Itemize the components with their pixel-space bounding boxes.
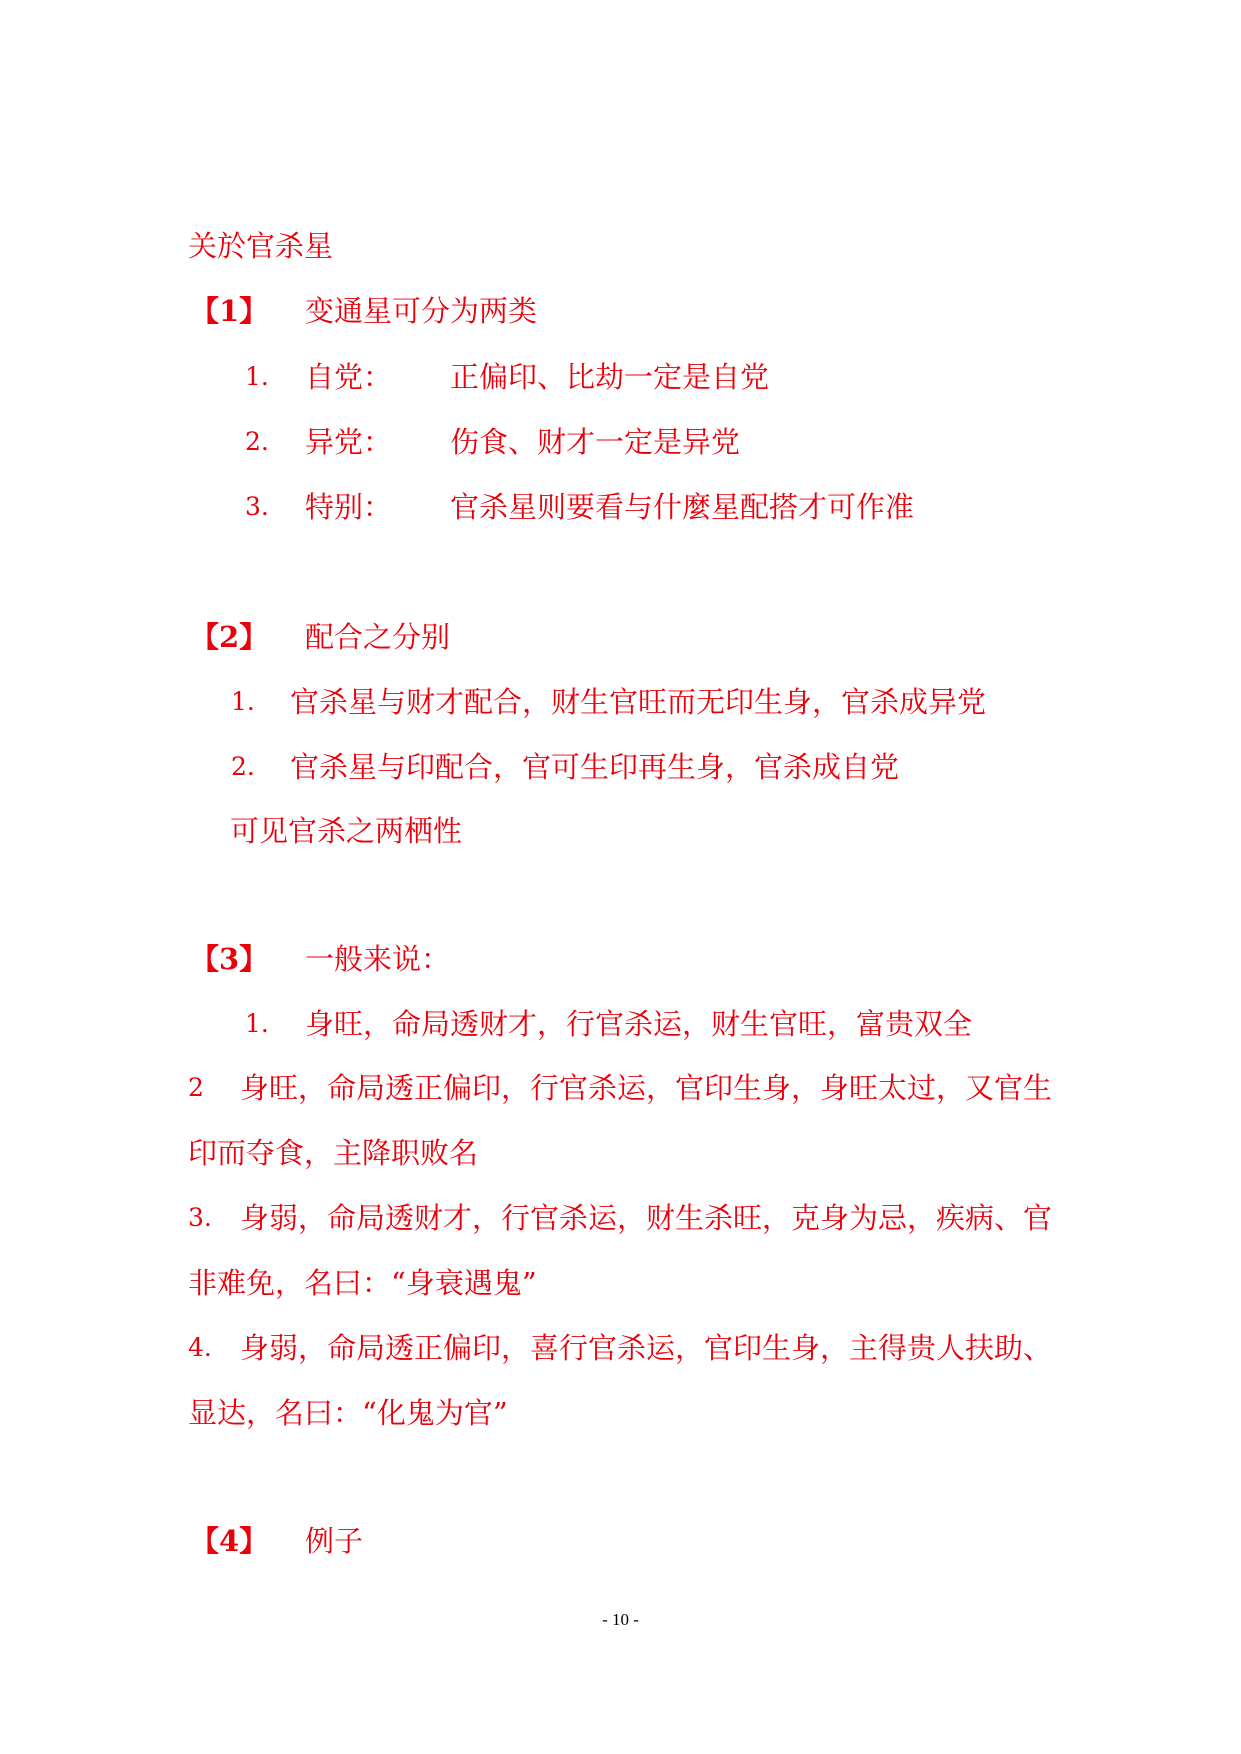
list-text-continued: 非难免，名曰：“身衰遇鬼” — [188, 1266, 537, 1300]
list-number: 3. — [245, 492, 269, 521]
list-text: 身旺，命局透财才，行官杀运，财生官旺，富贵双全 — [305, 1007, 973, 1041]
section-heading-1: 变通星可分为两类 — [305, 294, 538, 328]
list-label: 自党： — [305, 360, 393, 394]
list-text: 官杀星则要看与什麼星配搭才可作准 — [450, 490, 915, 524]
page-title: 关於官杀星 — [188, 229, 334, 263]
list-number: 1. — [231, 687, 255, 716]
list-number: 2. — [245, 427, 269, 456]
list-text-continued: 印而夺食，主降职败名 — [188, 1136, 479, 1170]
list-number: 4. — [188, 1333, 212, 1362]
list-number: 3. — [188, 1203, 212, 1232]
list-text: 伤食、财才一定是异党 — [450, 425, 741, 459]
section-marker-2: 【2】 — [190, 620, 269, 654]
list-text-continued: 显达，名曰：“化鬼为官” — [188, 1396, 508, 1430]
list-number: 2. — [231, 752, 255, 781]
section-note: 可见官杀之两栖性 — [230, 814, 463, 848]
list-text: 身弱，命局透正偏印，喜行官杀运，官印生身，主得贵人扶助、 — [240, 1331, 1053, 1365]
section-marker-1: 【1】 — [190, 294, 269, 328]
list-text: 官杀星与印配合，官可生印再生身，官杀成自党 — [290, 750, 900, 784]
list-text: 官杀星与财才配合，财生官旺而无印生身，官杀成异党 — [290, 685, 987, 719]
list-text: 身旺，命局透正偏印，行官杀运，官印生身，身旺太过，又官生 — [240, 1071, 1053, 1105]
list-number: 2 — [188, 1073, 204, 1102]
section-heading-3: 一般来说： — [305, 942, 451, 976]
list-number: 1. — [245, 362, 269, 391]
section-heading-2: 配合之分别 — [305, 620, 451, 654]
list-number: 1. — [245, 1009, 269, 1038]
page-number: - 10 - — [602, 1610, 639, 1629]
section-heading-4: 例子 — [305, 1524, 364, 1558]
section-marker-3: 【3】 — [190, 942, 269, 976]
list-text: 身弱，命局透财才，行官杀运，财生杀旺，克身为忌，疾病、官 — [240, 1201, 1053, 1235]
list-text: 正偏印、比劫一定是自党 — [450, 360, 770, 394]
list-label: 特别： — [305, 490, 393, 524]
section-marker-4: 【4】 — [190, 1524, 269, 1558]
list-label: 异党： — [305, 425, 393, 459]
